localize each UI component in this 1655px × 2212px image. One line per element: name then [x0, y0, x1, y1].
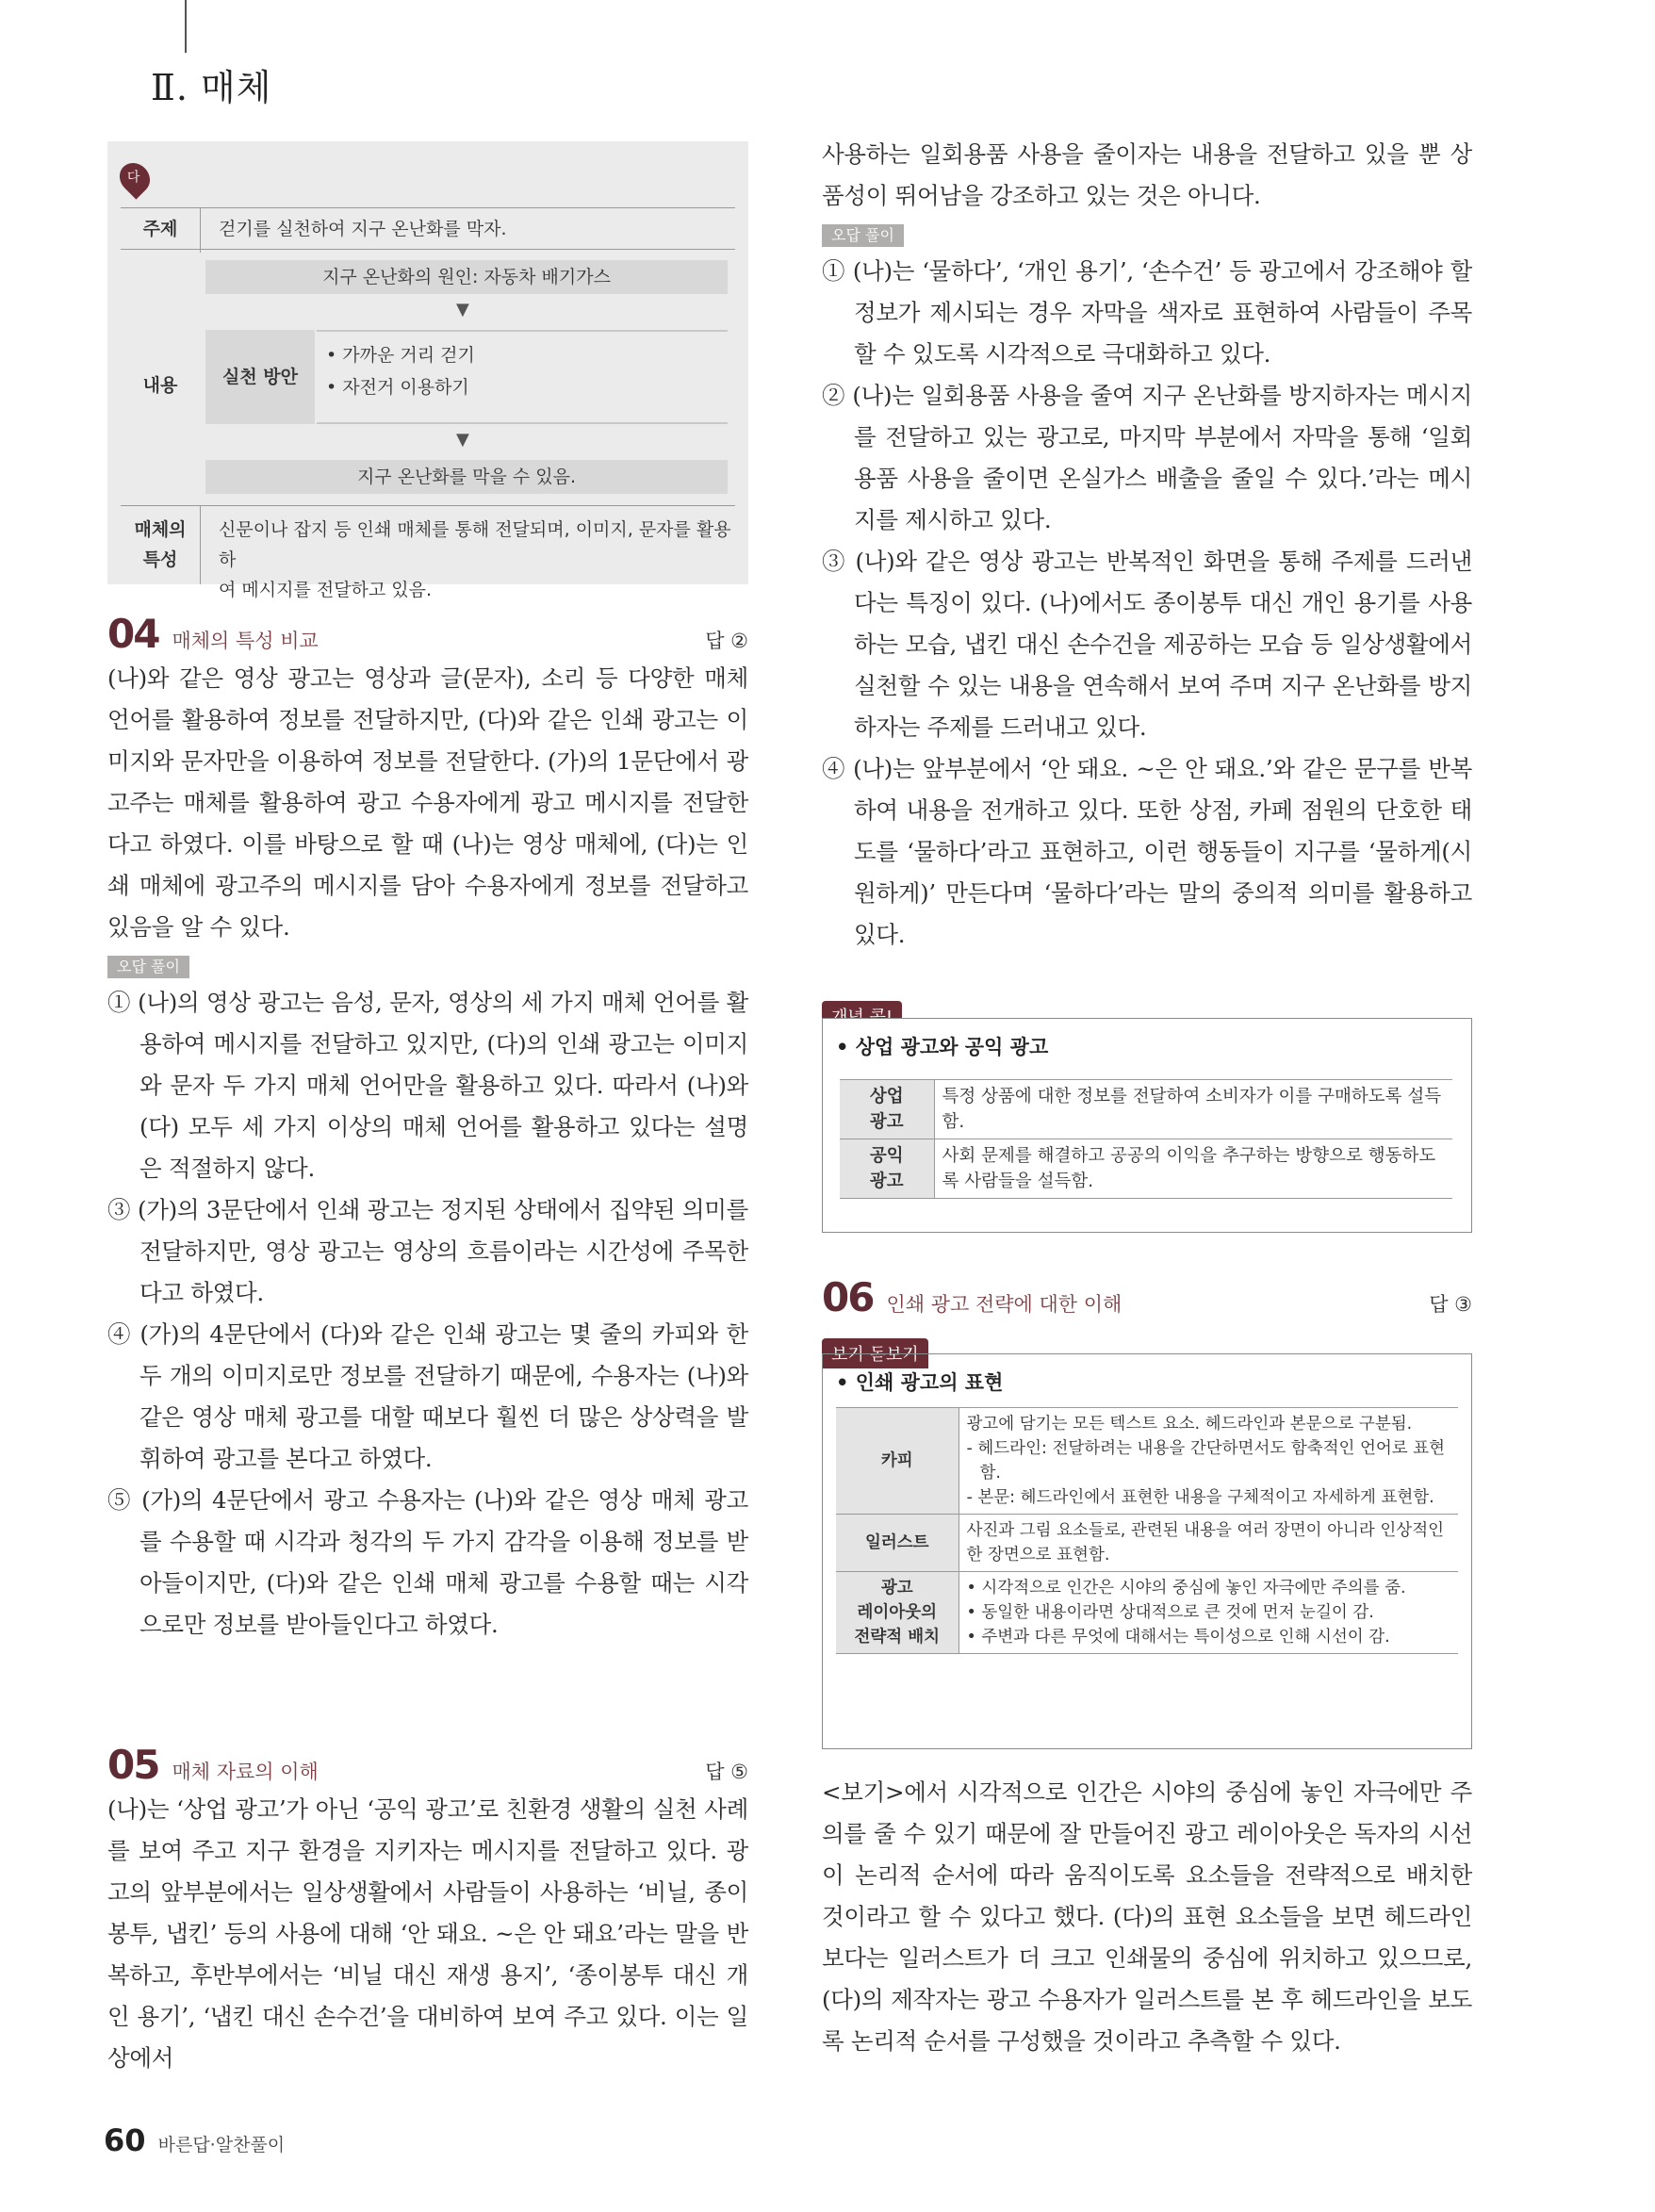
wrong-answer-item: ④ (가)의 4문단에서 (다)와 같은 인쇄 광고는 몇 줄의 카피와 한 두 개의 이미지로만 정보를 전달하기 때문에, 수용자는 (나)와 같은 영상 매체 광고를 대할 때보다 훨씬 더 많은 상상력을 발휘하여 광고를 본다고 하였다. [107, 1320, 748, 1472]
question-number: 04 [107, 611, 159, 657]
result-cell: 지구 온난화를 막을 수 있음. [205, 460, 728, 494]
concept-title: • 상업 광고와 공익 광고 [836, 1036, 1049, 1058]
copy-text: 광고에 담기는 모든 텍스트 요소. 헤드라인과 본문으로 구분됨. [966, 1415, 1413, 1434]
explanation-text: (나)는 ‘상업 광고’가 아닌 ‘공익 광고’로 친환경 생활의 실천 사례를 보여 주고 지구 환경을 지키자는 메시지를 전달하고 있다. 광고의 앞부분에서는 일상생활에서 사람들이 사용하는 ‘비닐, 종이봉투, 냅킨’ 등의 사용에 대해 ‘안 돼요. ~은 안 돼요’라는 말을 반복하고, 후반부에서는 ‘비닐 대신 재생 용지’, ‘종이봉투 대신 개인 용기’, ‘냅킨 대신 손수건’을 대비하여 보여 주고 있다. 이는 일상에서 [107, 1795, 748, 2072]
page-footer [104, 2122, 285, 2158]
method-item: • 자전거 이용하기 [326, 377, 469, 398]
concept-row-text: 특정 상품에 대한 정보를 전달하여 소비자가 이를 구매하도록 설득함. [934, 1080, 1452, 1139]
wrong-answer-item: ② (나)는 일회용품 사용을 줄여 지구 온난화를 방지하자는 메시지를 전달하고 있는 광고로, 마지막 부분에서 자막을 통해 ‘일회용품 사용을 줄이면 온실가스 배출을 줄일 수 있다.’라는 메시지를 제시하고 있다. [822, 382, 1472, 533]
question-title: 매체의 특성 비교 [172, 630, 319, 652]
question-number: 06 [822, 1274, 874, 1320]
method-label: 실천 방안 [205, 330, 315, 424]
concept-row-text: 사회 문제를 해결하고 공공의 이익을 추구하는 방향으로 행동하도록 사람들을 설득함. [934, 1139, 1452, 1199]
bogi-tag: 보기 돋보기 [822, 1338, 928, 1368]
da-summary-box: 다 주제 걷기를 실천하여 지구 온난화를 막자. 지구 온난화의 원인: 자동차 배기가스 ▼ 내용 실천 방안 • 가까운 거리 걷기 • 자전거 이용하기 ▼ 지구 온난화를 막을 수 있음. 매체의 특성 신문이나 잡지 등 인쇄 매체를 통해 전달되며, 이미지, 문자를 활용하 여 메시지를 전달하고 있음. [107, 141, 748, 584]
explanation-text: 사용하는 일회용품 사용을 줄이자는 내용을 전달하고 있을 뿐 상품성이 뛰어남을 강조하고 있는 것은 아니다. [822, 140, 1472, 209]
page-number: 60 [104, 2122, 146, 2158]
topic-label: 주제 [142, 219, 178, 239]
arrow-down-icon: ▼ [456, 430, 469, 450]
layout-item: • 주변과 다른 무엇에 대해서는 특이성으로 인해 시선이 감. [966, 1628, 1390, 1647]
feature-label: 매체의 [134, 519, 187, 540]
layout-item: • 동일한 내용이라면 상대적으로 큰 것에 먼저 눈길이 감. [966, 1603, 1374, 1622]
illustration-header: 일러스트 [836, 1515, 959, 1572]
arrow-down-icon: ▼ [456, 300, 469, 320]
wrong-answer-item: ① (나)의 영상 광고는 음성, 문자, 영상의 세 가지 매체 언어를 활용하여 메시지를 전달하고 있지만, (다)의 인쇄 광고는 이미지와 문자 두 가지 매체 언어만을 활용하고 있다. 따라서 (나)와 (다) 모두 세 가지 이상의 매체 언어를 활용하고 있다는 설명은 적절하지 않다. [107, 989, 748, 1182]
layout-header: 광고 레이아웃의 전략적 배치 [836, 1572, 959, 1654]
concept-row-header: 상업 광고 [840, 1080, 934, 1139]
section-title: Ⅱ. 매체 [151, 67, 272, 108]
wrong-answer-item: ① (나)는 ‘물하다’, ‘개인 용기’, ‘손수건’ 등 광고에서 강조해야 할 정보가 제시되는 경우 자막을 색자로 표현하여 사람들이 주목할 수 있도록 시각적으로 극대화하고 있다. [822, 257, 1472, 368]
explanation-text: (나)와 같은 영상 광고는 영상과 글(문자), 소리 등 다양한 매체 언어를 활용하여 정보를 전달하지만, (다)와 같은 인쇄 광고는 이미지와 문자만을 이용하여 정보를 전달한다. (가)의 1문단에서 광고주는 매체를 활용하여 광고 수용자에게 광고 메시지를 전달한다고 하였다. 이를 바탕으로 할 때 (나)는 영상 매체에, (다)는 인쇄 매체에 광고주의 메시지를 담아 수용자에게 정보를 전달하고 있음을 알 수 있다. [107, 664, 748, 941]
question-number: 05 [107, 1742, 159, 1788]
feature-text: 신문이나 잡지 등 인쇄 매체를 통해 전달되며, 이미지, 문자를 활용하 [219, 519, 731, 570]
wrong-answer-tag: 오답 풀이 [822, 224, 904, 247]
topic-text: 걷기를 실천하여 지구 온난화를 막자. [219, 219, 507, 239]
answer-label: 답 ② [705, 630, 748, 652]
question-title: 매체 자료의 이해 [172, 1761, 319, 1783]
concept-box [822, 1018, 1472, 1233]
wrong-answer-item: ③ (가)의 3문단에서 인쇄 광고는 정지된 상태에서 집약된 의미를 전달하지만, 영상 광고는 영상의 흐름이라는 시간성에 주목한다고 하였다. [107, 1196, 748, 1306]
answer-label: 답 ⑤ [705, 1761, 748, 1783]
footer-label: 바른답·알찬풀이 [157, 2135, 286, 2155]
concept-row-header: 공익 광고 [840, 1139, 934, 1199]
right-column [822, 134, 1472, 956]
bogi-box: • 인쇄 광고의 표현 카피 광고에 담기는 모든 텍스트 요소. 헤드라인과 본문으로 구분됨. - 헤드라인: 전달하려는 내용을 간단하면서도 함축적인 언어로 표현함. - 본문: 헤드라인에서 표현한 내용을 구체적이고 자세하게 표현함. 일러스트 사진과 그림 요소들로, 관련된 내용을 여러 장면이 아니라 인상적인 한 장면으로 표현함. 광고 레이아웃의 전략적 배치 • 시각적으로 인간은 시야의 중심에 놓인 자극에만 주의를 줌. • 동일한 내용이라면 상대적으로 큰 것에 먼저 눈길이 감. • 주변과 다른 무엇에 대해서는 특이성으로 인해 시선이 감. [822, 1353, 1472, 1749]
wrong-answer-item: ⑤ (가)의 4문단에서 광고 수용자는 (나)와 같은 영상 매체 광고를 수용할 때 시각과 청각의 두 가지 감각을 이용해 정보를 받아들이지만, (다)와 같은 인쇄 매체 광고를 수용할 때는 시각으로만 정보를 받아들인다고 하였다. [107, 1486, 748, 1638]
question-title: 인쇄 광고 전략에 대한 이해 [886, 1293, 1122, 1316]
content-label: 내용 [142, 375, 178, 396]
illustration-text: 사진과 그림 요소들로, 관련된 내용을 여러 장면이 아니라 인상적인 한 장면으로 표현함. [959, 1515, 1458, 1572]
copy-header: 카피 [836, 1408, 959, 1515]
question-06-head [822, 1274, 1472, 1321]
question-04 [107, 611, 748, 1646]
da-pin-icon: 다 [113, 156, 156, 199]
bogi-title: • 인쇄 광고의 표현 [836, 1371, 1004, 1394]
layout-item: • 시각적으로 인간은 시야의 중심에 놓인 자극에만 주의를 줌. [966, 1579, 1406, 1598]
header-rule [185, 0, 187, 53]
wrong-answer-tag: 오답 풀이 [107, 956, 189, 978]
wrong-answer-item: ③ (나)와 같은 영상 광고는 반복적인 화면을 통해 주제를 드러낸다는 특징이 있다. (나)에서도 종이봉투 대신 개인 용기를 사용하는 모습, 냅킨 대신 손수건을 제공하는 모습 등 일상생활에서 실천할 수 있는 내용을 연속해서 보여 주며 지구 온난화를 방지하자는 주제를 드러내고 있다. [822, 548, 1472, 741]
cause-cell: 지구 온난화의 원인: 자동차 배기가스 [205, 260, 728, 294]
question-05 [107, 1742, 748, 2079]
wrong-answer-item: ④ (나)는 앞부분에서 ‘안 돼요. ~은 안 돼요.’와 같은 문구를 반복하여 내용을 전개하고 있다. 또한 상점, 카페 점원의 단호한 태도를 ‘물하다’라고 표현하고, 이런 행동들이 지구를 ‘물하게(시원하게)’ 만든다며 ‘물하다’라는 말의 중의적 의미를 활용하고 있다. [822, 755, 1472, 948]
explanation-text: <보기>에서 시각적으로 인간은 시야의 중심에 놓인 자극에만 주의를 줄 수 있기 때문에 잘 만들어진 광고 레이아웃은 독자의 시선이 논리적 순서에 따라 움직이도록 요소들을 전략적으로 배치한 것이라고 할 수 있다고 했다. (다)의 표현 요소들을 보면 헤드라인보다는 일러스트가 더 크고 인쇄물의 중심에 위치하고 있으므로, (다)의 제작자는 광고 수용자가 일러스트를 본 후 헤드라인을 보도록 논리적 순서를 구성했을 것이라고 추측할 수 있다. [822, 1778, 1472, 2055]
answer-label: 답 ③ [1429, 1293, 1472, 1316]
method-item: • 가까운 거리 걷기 [326, 345, 475, 366]
